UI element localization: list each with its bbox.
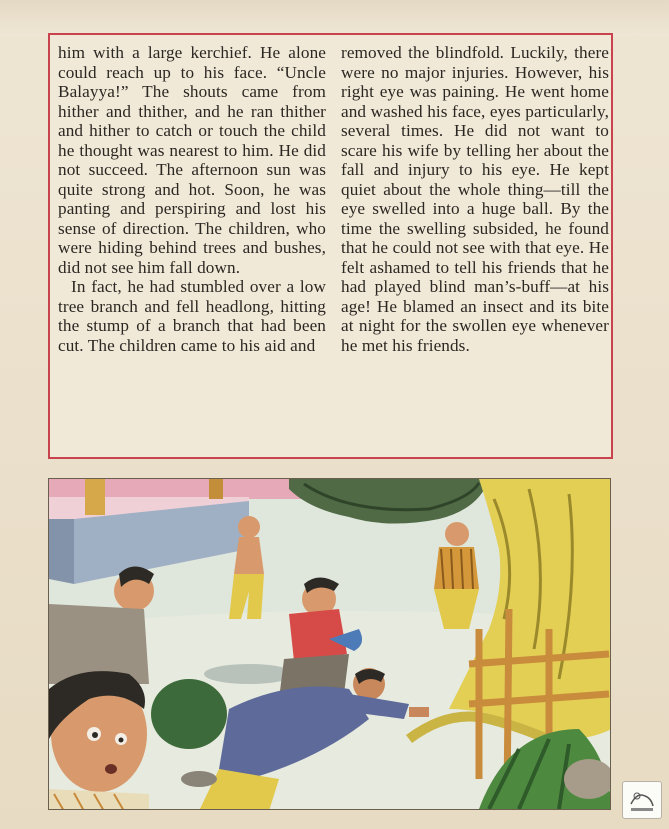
story-right-column [341, 43, 609, 355]
story-paragraph: him with a large kerchief. He alone could reach up to his face. “Uncle Balayya!” The shouts came from hither and thither, and he ran thither and hither to catch or touch the child he thought was nearest to him. He did not succeed. The afternoon sun was quite strong and hot. Soon, he was panting and perspiring and lost his sense of direction. The children, who were hiding behind trees and bushes, did not see him fall down. [58, 43, 326, 277]
publisher-logo [622, 781, 662, 819]
story-left-column [58, 43, 326, 355]
page-fold-shadow [0, 0, 669, 36]
story-paragraph: In fact, he had stumbled over a low tree branch and fell headlong, hitting the stump of a branch that had been cut. The children came to his aid and [58, 277, 326, 355]
logo-icon [623, 782, 661, 818]
story-text-box [48, 33, 613, 459]
story-illustration [48, 478, 611, 810]
story-paragraph: removed the blindfold. Luckily, there were no major injuries. However, his right eye was paining. He went home and washed his face, eyes particularly, several times. He did not want to scare his wife by telling her about the fall and injury to his eye. He kept quiet about the whole thing—till the eye swelled into a huge ball. By the time the swelling subsided, he found that he could not see with that eye. He felt ashamed to tell his friends that he had played blind man’s-buff—at his age! He blamed an insect and its bite at night for the swollen eye whenever he met his friends. [341, 43, 609, 355]
illustration-scene [49, 479, 611, 810]
